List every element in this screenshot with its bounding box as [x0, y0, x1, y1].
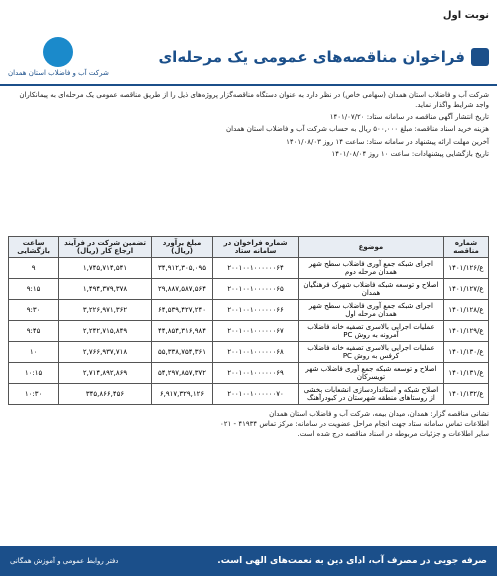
table-cell: عملیات اجرایی بالاسری تصفیه خانه فاضلاب آمرونه به روش PC — [298, 321, 443, 342]
table-cell: ۵۵,۳۳۸,۷۵۴,۳۶۱ — [151, 342, 212, 363]
table-cell: ۹:۱۵ — [9, 279, 59, 300]
table-cell: ع/۱۴۰۱/۱۳۰ — [444, 342, 489, 363]
edition-band — [0, 0, 497, 30]
table-cell: ۳۴۵,۸۶۶,۴۵۶ — [59, 384, 152, 405]
table-cell: ع/۱۴۰۱/۱۳۱ — [444, 363, 489, 384]
edition-label: نوبت اول — [442, 9, 489, 21]
title-box — [158, 48, 489, 66]
table-cell: ۹:۴۵ — [9, 321, 59, 342]
table-cell: اصلاح شبکه و استانداردسازی انشعابات بخشی از روستاهای منطقه شهرستان در کبودرآهنگ — [298, 384, 443, 405]
table-body — [9, 258, 489, 405]
page-title: فراخوان مناقصه‌های عمومی یک مرحله‌ای — [158, 48, 465, 66]
intro-text — [0, 86, 497, 236]
table-cell: ۳,۲۲۶,۹۷۱,۳۶۲ — [59, 300, 152, 321]
table-header-row — [9, 237, 489, 258]
header — [0, 30, 497, 86]
footer-paragraph: اطلاعات تماس سامانه ستاد جهت انجام مراحل عضویت در سامانه: مرکز تماس ۴۱۹۳۴ - ۰۲۱ — [220, 420, 489, 429]
table-cell: ۶,۹۱۷,۳۲۹,۱۲۶ — [151, 384, 212, 405]
table-row — [9, 342, 489, 363]
table-cell: اجرای شبکه جمع آوری فاضلاب سطح شهر همدان مرحله اول — [298, 300, 443, 321]
table-cell: ۲۰۰۱۰۰۱۰۰۰۰۰۰۶۵ — [213, 279, 299, 300]
logo-text: شرکت آب و فاضلاب استان همدان — [8, 69, 109, 77]
intro-paragraph: آخرین مهلت ارائه پیشنهاد در سامانه ستاد: ساعت ۱۴ روز ۱۴۰۱/۰۸/۰۳ — [286, 137, 489, 146]
table-cell: ۲۹,۸۸۷,۵۸۷,۵۶۴ — [151, 279, 212, 300]
bottom-credit: دفتر روابط عمومی و آموزش همگانی — [10, 557, 119, 565]
intro-paragraph: تاریخ انتشار آگهی مناقصه در سامانه ستاد: ۱۴۰۱/۰۷/۲۰ — [329, 113, 489, 122]
table-cell: ۱۰ — [9, 342, 59, 363]
table-header-cell: شماره فراخوان در سامانه ستاد — [213, 237, 299, 258]
table-cell: ۲,۲۴۲,۷۱۵,۸۴۹ — [59, 321, 152, 342]
intro-paragraph: هزینه خرید اسناد مناقصه: مبلغ ۵۰۰,۰۰۰ ریال به حساب شرکت آب و فاضلاب استان همدان — [225, 125, 489, 134]
tender-table — [8, 236, 489, 405]
table-cell: ۱۰:۱۵ — [9, 363, 59, 384]
table-cell: ۱,۴۹۴,۳۷۹,۳۷۸ — [59, 279, 152, 300]
table-row — [9, 258, 489, 279]
table-cell: ۲,۷۱۴,۸۹۲,۸۶۹ — [59, 363, 152, 384]
table-cell: ۶۴,۵۳۹,۴۲۷,۲۴۰ — [151, 300, 212, 321]
title-icon — [471, 48, 489, 66]
table-row — [9, 384, 489, 405]
intro-paragraph: شرکت آب و فاضلاب استان همدان (سهامی خاص) در نظر دارد به عنوان دستگاه مناقصه‌گزار پروژه‌های ذیل را از طریق مناقصه عمومی یک مرحله‌ای به پیمانکاران واجد شرایط واگذار نماید. — [19, 91, 489, 110]
table-header-cell: ساعت بازگشایی — [9, 237, 59, 258]
table-header-cell: مبلغ برآورد (ریال) — [151, 237, 212, 258]
table-header-cell: تضمین شرکت در فرآیند ارجاع کار (ریال) — [59, 237, 152, 258]
bottom-bar — [0, 546, 497, 576]
table-cell: ۹:۳۰ — [9, 300, 59, 321]
table-cell: ع/۱۴۰۱/۱۲۹ — [444, 321, 489, 342]
footer-text — [0, 405, 497, 465]
table-row — [9, 363, 489, 384]
intro-paragraph: تاریخ بازگشایی پیشنهادات: ساعت ۱۰ روز ۱۴۰۱/۰۸/۰۴ — [331, 149, 489, 158]
table-header-cell: موضوع — [298, 237, 443, 258]
table-cell: ۲۰۰۱۰۰۱۰۰۰۰۰۰۶۷ — [213, 321, 299, 342]
table-row — [9, 321, 489, 342]
table-cell: ۲۰۰۱۰۰۱۰۰۰۰۰۰۶۶ — [213, 300, 299, 321]
logo — [8, 37, 109, 77]
table-cell: ۲۰۰۱۰۰۱۰۰۰۰۰۰۶۹ — [213, 363, 299, 384]
footer-paragraph: نشانی مناقصه گزار: همدان، میدان بیمه، شرکت آب و فاضلاب استان همدان — [269, 410, 489, 418]
footer-paragraph: سایر اطلاعات و جزئیات مربوطه در اسناد مناقصه درج شده است. — [297, 430, 489, 439]
table-cell: ع/۱۴۰۱/۱۲۸ — [444, 300, 489, 321]
bottom-slogan: صرفه جویی در مصرف آب، ادای دین به نعمت‌های الهی است. — [217, 556, 487, 566]
table-cell: ۱۰:۳۰ — [9, 384, 59, 405]
table-cell: عملیات اجرایی بالاسری تصفیه خانه فاضلاب کرفس به روش PC — [298, 342, 443, 363]
table-row — [9, 279, 489, 300]
table-cell: اجرای شبکه جمع آوری فاضلاب سطح شهر همدان مرحله دوم — [298, 258, 443, 279]
table-cell: ع/۱۴۰۱/۱۲۷ — [444, 279, 489, 300]
table-cell: ۲۰۰۱۰۰۱۰۰۰۰۰۰۶۴ — [213, 258, 299, 279]
table-cell: ۲۰۰۱۰۰۱۰۰۰۰۰۰۶۸ — [213, 342, 299, 363]
table-cell: ۴۴,۸۵۴,۳۱۶,۹۸۴ — [151, 321, 212, 342]
table-cell: ع/۱۴۰۱/۱۳۲ — [444, 384, 489, 405]
table-cell: اصلاح و توسعه شبکه جمع آوری فاضلاب شهر تویسرکان — [298, 363, 443, 384]
table-cell: ع/۱۴۰۱/۱۲۶ — [444, 258, 489, 279]
table-cell: ۱,۷۴۵,۷۱۴,۵۴۱ — [59, 258, 152, 279]
table-cell: ۲,۷۶۶,۹۳۷,۷۱۸ — [59, 342, 152, 363]
table-header-cell: شماره مناقصه — [444, 237, 489, 258]
table-cell: اصلاح و توسعه شبکه فاضلاب شهرک فرهنگیان همدان — [298, 279, 443, 300]
table-cell: ۳۴,۹۱۲,۳۰۵,۰۹۵ — [151, 258, 212, 279]
table-cell: ۹ — [9, 258, 59, 279]
table-cell: ۵۴,۲۹۷,۸۵۷,۳۷۲ — [151, 363, 212, 384]
table-cell: ۲۰۰۱۰۰۱۰۰۰۰۰۰۷۰ — [213, 384, 299, 405]
water-drop-icon — [43, 37, 73, 67]
table-row — [9, 300, 489, 321]
